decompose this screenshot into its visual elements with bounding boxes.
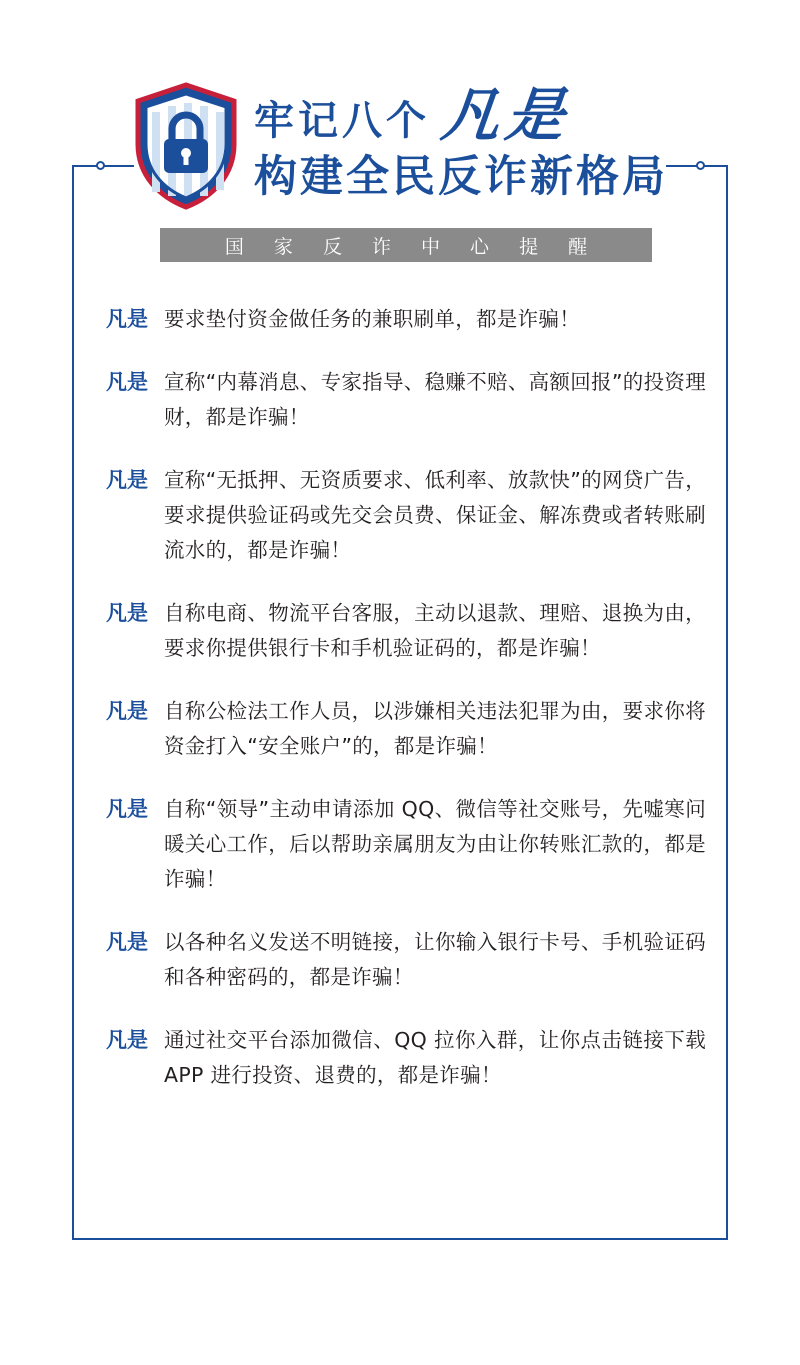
list-item-text: 自称公检法工作人员，以涉嫌相关违法犯罪为由，要求你将资金打入“安全账户”的，都是诈骗！ bbox=[164, 699, 706, 758]
list-item-text: 自称“领导”主动申请添加 QQ、微信等社交账号，先嘘寒问暖关心工作，后以帮助亲属朋友为由让你转账汇款的，都是诈骗！ bbox=[164, 797, 706, 891]
list-item bbox=[106, 463, 706, 568]
shield-lock-icon bbox=[132, 82, 240, 210]
authority-ribbon: 国 家 反 诈 中 心 提 醒 bbox=[160, 228, 652, 262]
list-item-tag: 凡是 bbox=[106, 1028, 148, 1052]
list-item bbox=[106, 596, 706, 666]
list-item-tag: 凡是 bbox=[106, 797, 148, 821]
list-item-text: 宣称“内幕消息、专家指导、稳赚不赔、高额回报”的投资理财，都是诈骗！ bbox=[164, 370, 706, 429]
list-item-tag: 凡是 bbox=[106, 370, 148, 394]
title-brush-text: 凡是 bbox=[438, 81, 574, 149]
list-item-text: 通过社交平台添加微信、QQ 拉你入群，让你点击链接下载 APP 进行投资、退费的，都是诈骗！ bbox=[164, 1028, 706, 1087]
list-item-text: 宣称“无抵押、无资质要求、低利率、放款快”的网贷广告，要求提供验证码或先交会员费、保证金、解冻费或者转账刷流水的，都是诈骗！ bbox=[164, 468, 706, 562]
rules-list bbox=[106, 302, 706, 1121]
list-item-tag: 凡是 bbox=[106, 468, 148, 492]
title-line-primary bbox=[254, 81, 668, 149]
list-item-text: 自称电商、物流平台客服，主动以退款、理赔、退换为由，要求你提供银行卡和手机验证码的，都是诈骗！ bbox=[164, 601, 706, 660]
list-item bbox=[106, 1023, 706, 1093]
list-item-text: 以各种名义发送不明链接，让你输入银行卡号、手机验证码和各种密码的，都是诈骗！ bbox=[164, 930, 706, 989]
list-item bbox=[106, 925, 706, 995]
list-item-tag: 凡是 bbox=[106, 307, 148, 331]
list-item-text: 要求垫付资金做任务的兼职刷单，都是诈骗！ bbox=[164, 307, 580, 331]
list-item-tag: 凡是 bbox=[106, 699, 148, 723]
list-item bbox=[106, 694, 706, 764]
list-item bbox=[106, 302, 706, 337]
title-block bbox=[254, 60, 668, 202]
poster-header bbox=[0, 60, 800, 210]
list-item-tag: 凡是 bbox=[106, 601, 148, 625]
title-subtitle-text: 构建全民反诈新格局 bbox=[254, 152, 668, 202]
title-main-text: 牢记八个 bbox=[254, 98, 430, 144]
list-item-tag: 凡是 bbox=[106, 930, 148, 954]
list-item bbox=[106, 792, 706, 897]
list-item bbox=[106, 365, 706, 435]
